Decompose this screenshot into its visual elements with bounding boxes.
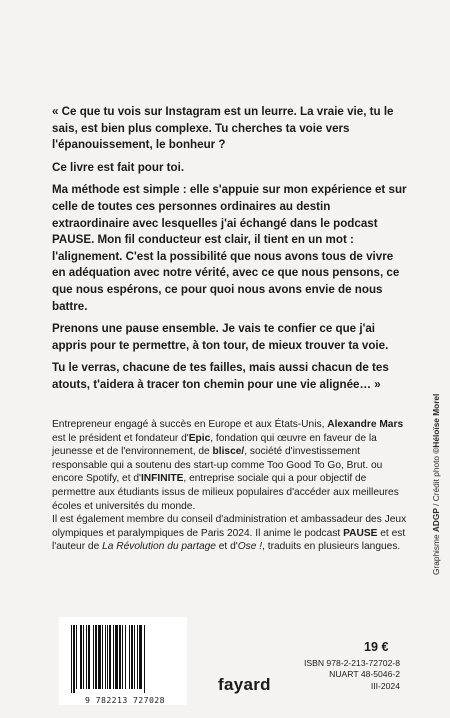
nuart-code: NUART 48-5046-2 bbox=[329, 669, 400, 680]
barcode-bar bbox=[129, 625, 130, 689]
isbn-number: ISBN 978-2-213-72702-8 bbox=[303, 658, 400, 668]
print-date: III-2024 bbox=[370, 680, 400, 691]
barcode-bar bbox=[137, 625, 138, 689]
barcode-bar bbox=[119, 625, 121, 689]
barcode-bar bbox=[102, 625, 103, 689]
barcode-bar bbox=[107, 625, 108, 689]
blurb-paragraph-2: Ce livre est fait pour toi. bbox=[52, 160, 185, 174]
isbn-block bbox=[304, 658, 400, 692]
barcode-bar bbox=[80, 625, 82, 689]
barcode-bar bbox=[93, 625, 94, 689]
barcode-bar bbox=[131, 625, 133, 689]
author-name: Alexandre Mars bbox=[327, 419, 404, 430]
org-infinite: INFINITE bbox=[140, 473, 184, 485]
barcode-bar bbox=[122, 625, 123, 689]
book-title-1: La Révolution du partage bbox=[102, 541, 216, 553]
barcode-bar bbox=[109, 625, 111, 689]
isbn-barcode bbox=[59, 617, 187, 705]
barcode-bars bbox=[69, 625, 177, 693]
barcode-bar bbox=[88, 625, 90, 689]
barcode-bar bbox=[86, 625, 87, 689]
blurb-paragraph-5: Tu le verras, chacune de tes failles, mais aussi chacun de tes atouts, t'aidera à tracer ton chemin pour une vie alignée… » bbox=[52, 361, 389, 391]
barcode-bar bbox=[125, 625, 126, 689]
barcode-bar bbox=[144, 625, 145, 693]
publisher-logo: fayard bbox=[218, 675, 271, 694]
blurb-paragraph-3: Ma méthode est simple : elle s'appuie sur mon expérience et sur celle de toutes ces personnes ordinaires au destin extraordinaire avec lesquelles j'ai échangé dans le podcast PAUSE. Mon fil conducteur est clair, il tient en un mot : l'alignement. C'est la possibilité que nous avons tous de vivre en adéquation avec notre vérité, avec ce que nous pensons, ce que nous espérons, ce pour quoi nous avons envie de nous battre. bbox=[52, 183, 407, 313]
blurb-paragraph-1: « Ce que tu vois sur Instagram est un leurre. La vraie vie, tu le sais, est bien plus complexe. Tu cherches ta voie vers l'épanouissement, le bonheur ? bbox=[52, 105, 394, 152]
barcode-bar bbox=[73, 625, 75, 693]
barcode-bar bbox=[95, 625, 97, 689]
org-epic: Epic bbox=[188, 432, 211, 444]
back-cover-blurb bbox=[52, 104, 407, 400]
blurb-paragraph-4: Prenons une pause ensemble. Je vais te confier ce que j'ai appris pour te permettre, à ton tour, de mieux trouver ta voie. bbox=[52, 322, 389, 352]
org-blisce: blisce/ bbox=[212, 446, 245, 458]
barcode-bar bbox=[105, 625, 106, 689]
barcode-bar bbox=[76, 625, 77, 689]
vertical-credits: Graphisme ADGP / Crédit photo ©Héloïse Morel bbox=[431, 393, 441, 575]
barcode-bar bbox=[134, 625, 135, 689]
price: 19 € bbox=[364, 640, 389, 654]
barcode-bar bbox=[98, 625, 101, 689]
barcode-bar bbox=[71, 625, 72, 693]
barcode-digits: 9 782213 727028 bbox=[85, 695, 165, 705]
book-title-2: Ose ! bbox=[237, 541, 263, 553]
podcast-name: PAUSE bbox=[343, 527, 378, 539]
barcode-bar bbox=[113, 625, 114, 689]
bio-paragraph-2: Il est également membre du conseil d'administration et ambassadeur des Jeux olympiques et paralympiques de Paris 2024. Il anime le podcast PAUSE et est l'auteur de La Révolution du partage et d'Ose !, traduits en plusieurs langues. bbox=[52, 514, 407, 553]
barcode-bar bbox=[83, 625, 84, 689]
bio-paragraph-1: Entrepreneur engagé à succès en Europe et aux États-Unis, Alexandre Mars est le président et fondateur d'Epic, fondation qui œuvre en faveur de la jeunesse et de l'environnement, de blisce/, société d'investissement responsable qui a soutenu des start-up comme Too Good To Go, Brut. ou encore Spotify, et d'INFINITE, entreprise sociale qui a pour objectif de permettre aux étudiants issus de milieux populaires d'accéder aux meilleures écoles et universités du monde. bbox=[52, 419, 404, 512]
barcode-bar bbox=[115, 625, 118, 689]
barcode-bar bbox=[139, 625, 142, 689]
author-bio bbox=[52, 418, 407, 554]
